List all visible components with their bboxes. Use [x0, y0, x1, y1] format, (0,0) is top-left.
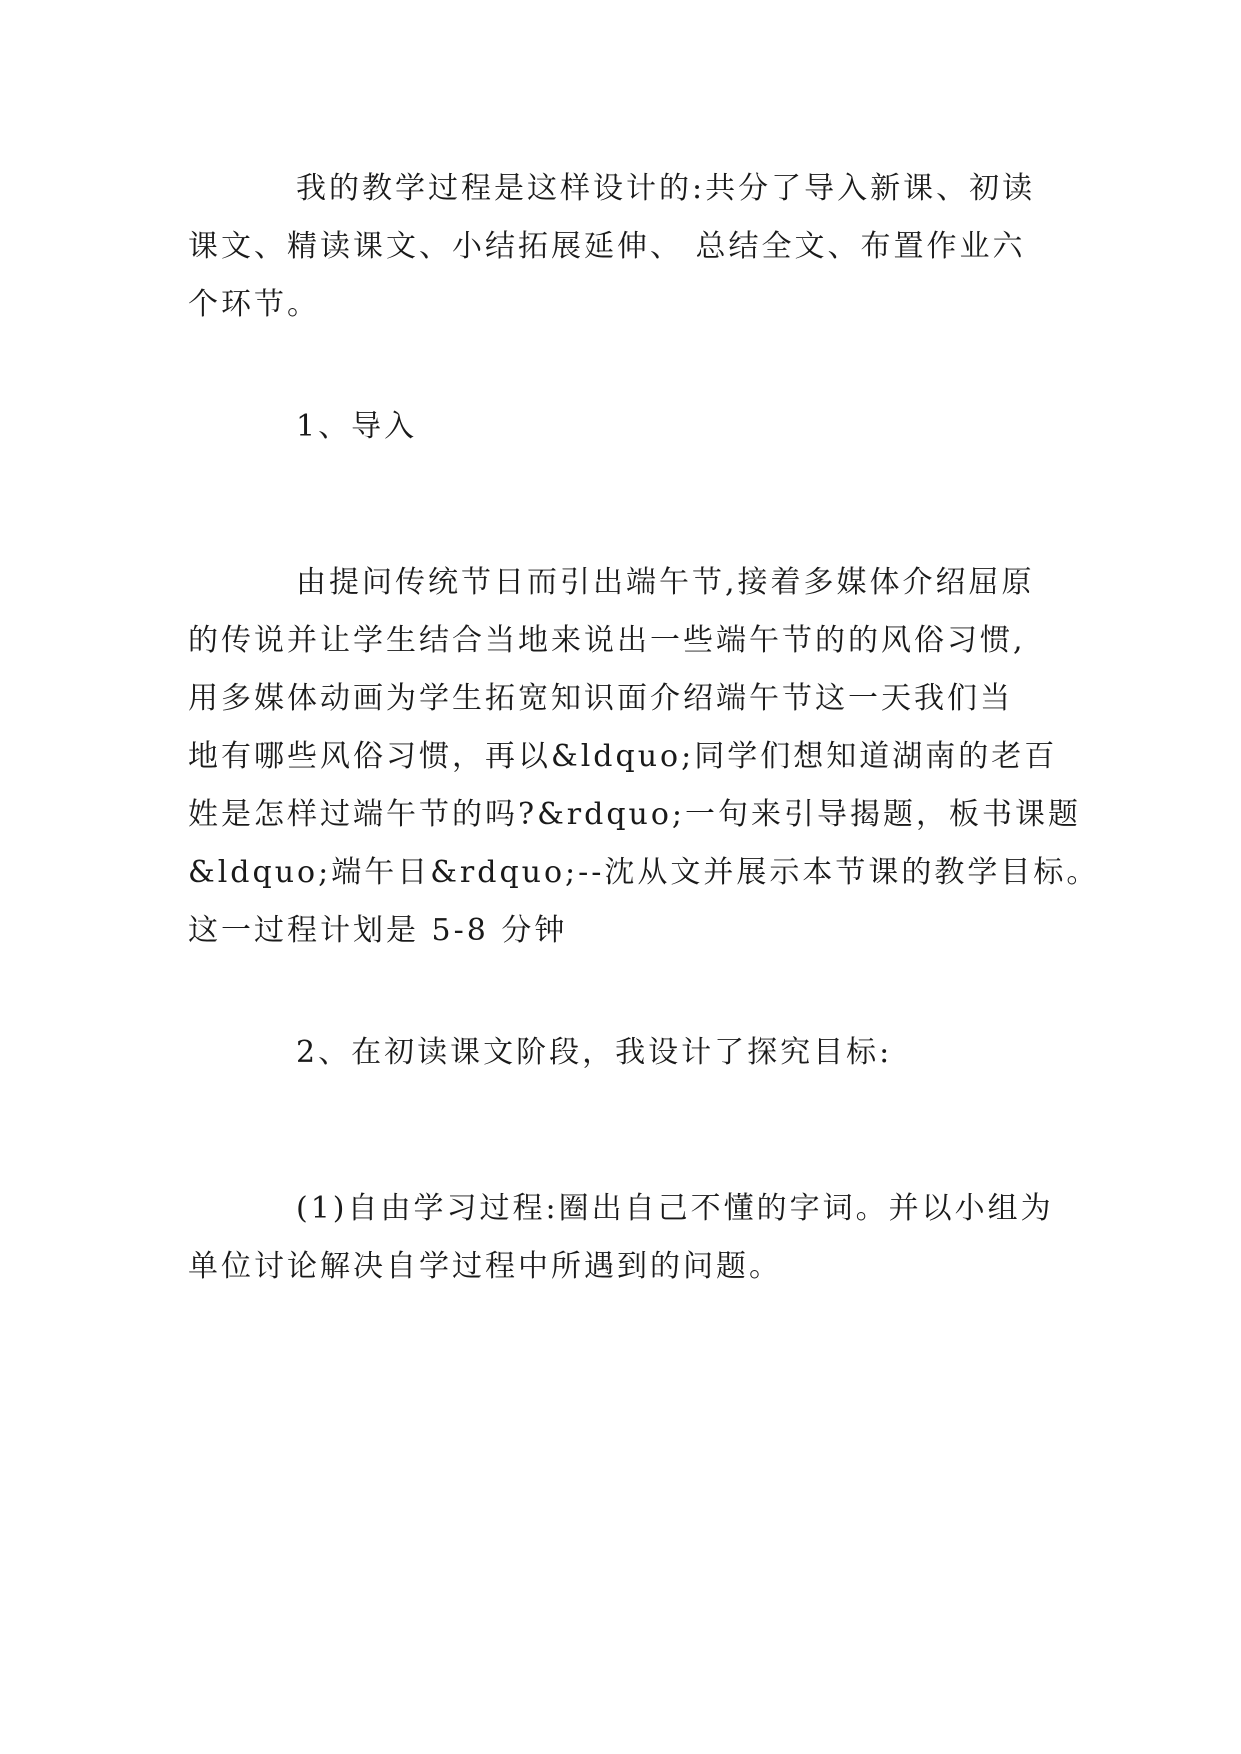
paragraph-line: 地有哪些风俗习惯，再以&ldquo;同学们想知道湖南的老百 — [188, 739, 1058, 774]
paragraph-line: 由提问传统节日而引出端午节,接着多媒体介绍屈原 — [296, 565, 1035, 600]
paragraph-introduction — [188, 554, 1099, 960]
paragraph-line: 姓是怎样过端午节的吗?&rdquo;一句来引导揭题，板书课题 — [188, 797, 1082, 832]
paragraph-line: 课文、精读课文、小结拓展延伸、 总结全文、布置作业六 — [188, 229, 1026, 264]
section-heading-first-reading: 2、在初读课文阶段，我设计了探究目标: — [296, 1035, 893, 1070]
paragraph-line: 这一过程计划是 5-8 分钟 — [188, 913, 568, 948]
paragraph-line: 的传说并让学生结合当地来说出一些端午节的的风俗习惯, — [188, 623, 1026, 658]
paragraph-line: 用多媒体动画为学生拓宽知识面介绍端午节这一天我们当 — [188, 681, 1013, 716]
paragraph-line: &ldquo;端午日&rdquo;--沈从文并展示本节课的教学目标。 — [188, 855, 1100, 890]
paragraph-line: (1)自由学习过程:圈出自己不懂的字词。并以小组为 — [296, 1191, 1054, 1226]
paragraph-free-study — [188, 1180, 1054, 1296]
paragraph-teaching-process — [188, 160, 1035, 334]
paragraph-line: 我的教学过程是这样设计的:共分了导入新课、初读 — [296, 171, 1036, 206]
paragraph-line: 个环节。 — [188, 287, 320, 322]
section-heading-introduction: 1、导入 — [296, 409, 418, 444]
paragraph-line: 单位讨论解决自学过程中所遇到的问题。 — [188, 1249, 782, 1284]
